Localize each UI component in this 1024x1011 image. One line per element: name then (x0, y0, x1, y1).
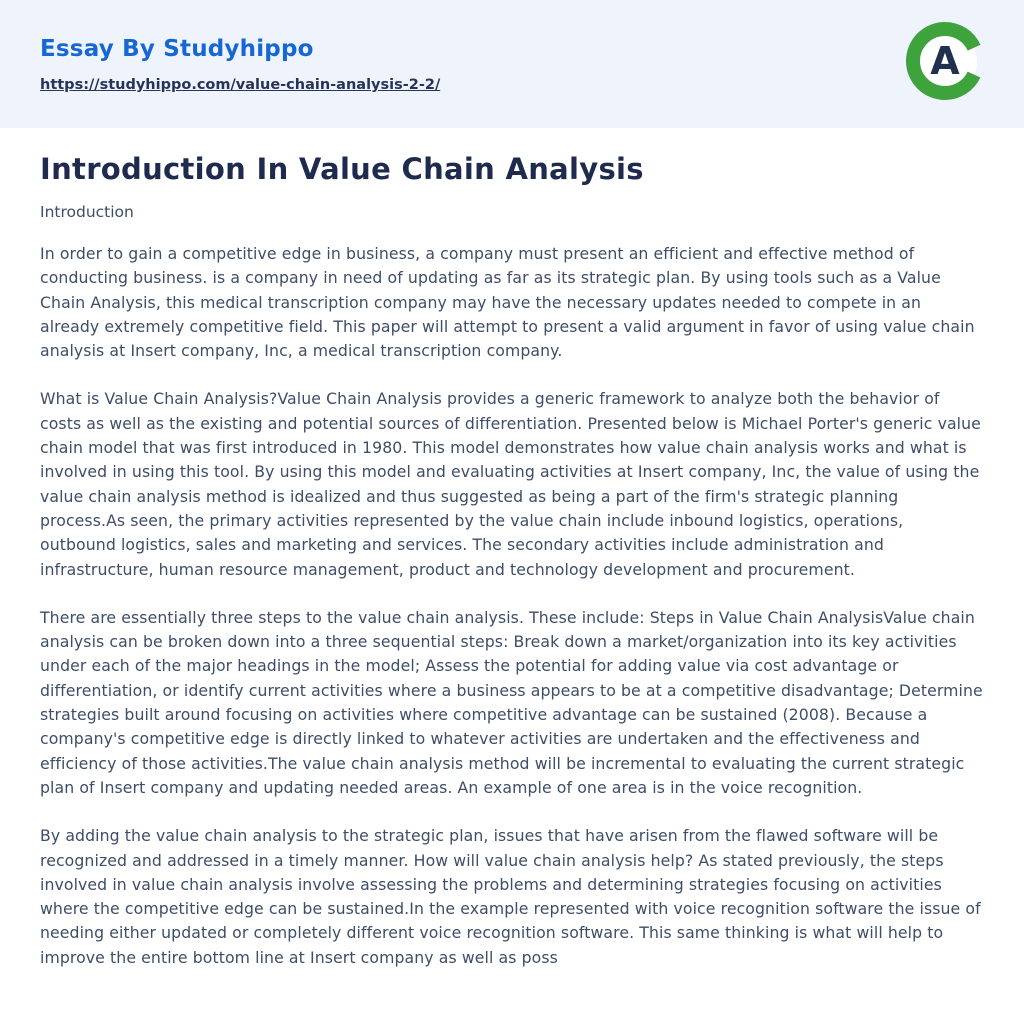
site-url-row (40, 62, 984, 93)
article-body (0, 128, 1024, 970)
article-title: Introduction In Value Chain Analysis (40, 152, 644, 186)
logo-letter: A (930, 39, 960, 83)
article-paragraph: In order to gain a competitive edge in business, a company must present an efficient and effective method of conducting business. is a company in need of updating as far as its strategic plan. By using tools such as a Value Chain Analysis, this medical transcription company may have the necessary updates needed to compete in an already extremely competitive field. This paper will attempt to present a valid argument in favor of using value chain analysis at Insert company, Inc, a medical transcription company. (40, 244, 975, 361)
site-title: Essay By Studyhippo (40, 36, 314, 62)
article-paragraph: There are essentially three steps to the value chain analysis. These include: Steps in Value Chain AnalysisValue chain analysis can be broken down into a three sequential steps: Break down a market/organization into its key activities under each of the major headings in the model; Assess the potential for adding value via cost advantage or differentiation, or identify current activities where a business appears to be at a competitive disadvantage; Determine strategies built around focusing on activities where competitive advantage can be sustained (2008). Because a company's competitive edge is directly linked to whatever activities are undertaken and the effectiveness and efficiency of those activities.The value chain analysis method will be incremental to evaluating the current strategic plan of Insert company and updating needed areas. An example of one area is in the voice recognition. (40, 607, 983, 797)
article-paragraph: What is Value Chain Analysis?Value Chain Analysis provides a generic framework to analyze both the behavior of costs as well as the existing and potential sources of differentiation. Presented below is Michael Porter's generic value chain model that was first introduced in 1980. This model demonstrates how value chain analysis works and what is involved in using this tool. By using this model and evaluating activities at Insert company, Inc, the value of using the value chain analysis method is idealized and thus suggested as being a part of the firm's strategic planning process.As seen, the primary activities represented by the value chain include inbound logistics, operations, outbound logistics, sales and marketing and services. The secondary activities include administration and infrastructure, human resource management, product and technology development and procurement. (40, 389, 981, 579)
article-subtitle: Introduction (40, 203, 134, 221)
article-paragraph: By adding the value chain analysis to the strategic plan, issues that have arisen from the flawed software will be recognized and addressed in a timely manner. How will value chain analysis help? As stated previously, the steps involved in value chain analysis involve assessing the problems and determining strategies focusing on activities where the competitive edge can be sustained.In the example represented with voice recognition software the issue of needing either updated or completely different voice recognition software. This same thinking is what will help to improve the entire bottom line at Insert company as well as poss (40, 826, 981, 967)
studyhippo-logo (905, 21, 985, 101)
logo-ring-icon (905, 21, 985, 101)
site-url-link[interactable]: https://studyhippo.com/value-chain-analysis-2-2/ (40, 77, 441, 93)
page-header (0, 0, 1024, 128)
